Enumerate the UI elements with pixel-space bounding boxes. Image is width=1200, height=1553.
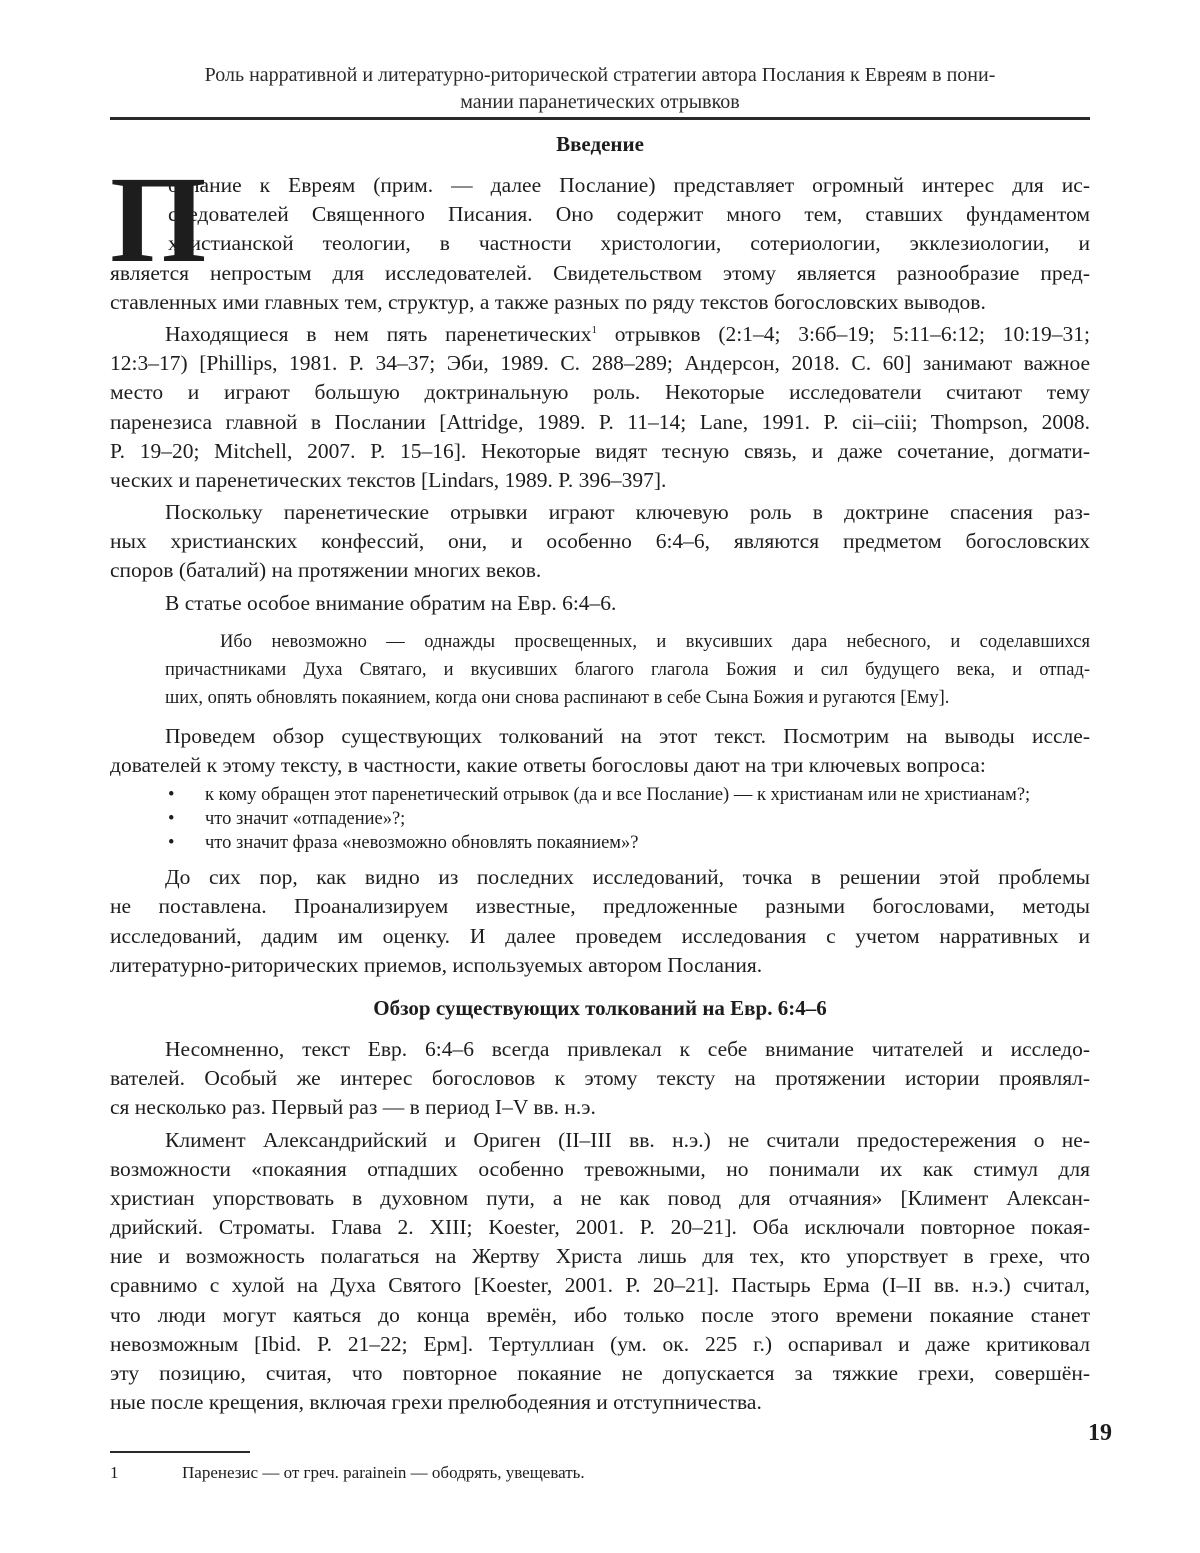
bullet-list (110, 783, 1090, 855)
block-quote (165, 628, 1090, 712)
footnote-rule (110, 1451, 250, 1453)
text-span: Находящиеся в нем пять паренетических (165, 322, 592, 346)
paragraph (110, 320, 1090, 495)
text-line: паренезиса главной в Послании [Attridge, 1989. P. 11–14; Lane, 1991. P. cii–ciii; Thompson, 2008. (110, 408, 1090, 437)
footnote-text: Паренезис — от греч. parainein — ободрять, увещевать. (182, 1463, 585, 1482)
text-line: причастниками Духа Святаго, и вкусивших благого глагола Божия и сил будущего века, и отпад- (165, 656, 1090, 684)
list-item (110, 807, 1090, 831)
list-item-text: что значит фраза «невозможно обновлять покаянием»? (205, 833, 638, 853)
list-item (110, 783, 1090, 807)
text-line: споров (баталий) на протяжении многих веков. (110, 556, 1090, 585)
text-line: В статье особое внимание обратим на Евр. 6:4–6. (110, 589, 1090, 618)
text-line: исследований, дадим им оценку. И далее проведем исследования с учетом нарративных и (110, 922, 1090, 951)
paragraph (110, 722, 1090, 780)
bullet-icon: • (168, 831, 174, 855)
text-line: дователей к этому тексту, в частности, какие ответы богословы дают на три ключевых вопроса: (110, 751, 1090, 780)
text-line: Поскольку паренетические отрывки играют ключевую роль в доктрине спасения раз- (110, 498, 1090, 527)
text-line: ослание к Евреям (прим. — далее Послание) представляет огромный интерес для ис- (110, 171, 1090, 200)
text-line: ные после крещения, включая грехи прелюбодеяния и отступничества. (110, 1388, 1090, 1417)
text-line: ставленных ими главных тем, структур, а также разных по ряду текстов богословских выводов. (110, 288, 1090, 317)
text-line: что люди могут каяться до конца времён, ибо только после этого времени покаяние станет (110, 1301, 1090, 1330)
text-line: христиан упорствовать в духовном пути, а не как повод для отчаяния» [Климент Алексан- (110, 1184, 1090, 1213)
list-item-text: к кому обращен этот паренетический отрывок (да и все Послание) — к христианам или не христианам?; (205, 785, 1030, 805)
drop-cap: П (110, 165, 206, 275)
running-header-line: мании паранетических отрывков (110, 89, 1090, 116)
section-heading-intro: Введение (110, 130, 1090, 159)
bullet-icon: • (168, 807, 174, 831)
paragraph (110, 589, 1090, 618)
text-line: возможности «покаяния отпадших особенно тревожными, но понимали их как стимул для (110, 1155, 1090, 1184)
list-item-text: что значит «отпадение»?; (205, 809, 405, 829)
text-line: ние и возможность полагаться на Жертву Христа лишь для тех, кто упорствует в грехе, что (110, 1242, 1090, 1271)
text-line: невозможным [Ibid. P. 21–22; Ерм]. Тертуллиан (ум. ок. 225 г.) оспаривал и даже критиковал (110, 1330, 1090, 1359)
text-line: дрийский. Строматы. Глава 2. XIII; Koester, 2001. P. 20–21]. Оба исключали повторное покая- (110, 1213, 1090, 1242)
text-line (110, 320, 1090, 349)
paragraph (110, 1126, 1090, 1418)
text-line: является непростым для исследователей. Свидетельством этому является разнообразие пред- (110, 259, 1090, 288)
text-line: эту позицию, считая, что повторное покаяние не допускается за тяжкие грехи, совершён- (110, 1359, 1090, 1388)
text-span: отрывков (2:1–4; 3:6б–19; 5:11–6:12; 10:19–31; (597, 322, 1090, 346)
running-header-line: Роль нарративной и литературно-риторической стратегии автора Послания к Евреям в пони- (110, 62, 1090, 89)
paragraph (110, 1035, 1090, 1123)
text-line: литературно-риторических приемов, используемых автором Послания. (110, 951, 1090, 980)
footnote (110, 1463, 585, 1483)
text-line: ших, опять обновлять покаянием, когда они снова распинают в себе Сына Божия и ругаются [Ему]. (165, 684, 1090, 712)
running-header (110, 62, 1090, 116)
bullet-icon: • (168, 783, 174, 807)
footnote-ref[interactable]: 1 (592, 324, 598, 336)
list-item (110, 831, 1090, 855)
text-line: ческих и паренетических текстов [Lindars, 1989. P. 396–397]. (110, 466, 1090, 495)
text-line: не поставлена. Проанализируем известные, предложенные разными богословами, методы (110, 892, 1090, 921)
page-number: 19 (1088, 1420, 1112, 1447)
paragraph (110, 498, 1090, 586)
text-line: Несомненно, текст Евр. 6:4–6 всегда привлекал к себе внимание читателей и исследо- (110, 1035, 1090, 1064)
text-line: До сих пор, как видно из последних исследований, точка в решении этой проблемы (110, 863, 1090, 892)
text-line: ся несколько раз. Первый раз — в период I–V вв. н.э. (110, 1093, 1090, 1122)
header-rule (110, 117, 1090, 120)
text-line: P. 19–20; Mitchell, 2007. P. 15–16]. Некоторые видят тесную связь, и даже сочетание, догмати- (110, 437, 1090, 466)
text-line: вателей. Особый же интерес богословов к этому тексту на протяжении истории проявлял- (110, 1064, 1090, 1093)
text-line: следователей Священного Писания. Оно содержит много тем, ставших фундаментом (110, 200, 1090, 229)
text-line: место и играют большую доктринальную роль. Некоторые исследователи считают тему (110, 378, 1090, 407)
text-line: Ибо невозможно — однажды просвещенных, и вкусивших дара небесного, и соделавшихся (165, 628, 1090, 656)
text-line: сравнимо с хулой на Духа Святого [Koester, 2001. P. 20–21]. Пастырь Ерма (I–II вв. н.э.) считал, (110, 1271, 1090, 1300)
text-line: ных христианских конфессий, они, и особенно 6:4–6, являются предметом богословских (110, 527, 1090, 556)
text-line: христианской теологии, в частности христологии, сотериологии, экклезиологии, и (110, 229, 1090, 258)
body-column (110, 130, 1090, 1420)
paragraph (110, 171, 1090, 317)
text-line: 12:3–17) [Phillips, 1981. P. 34–37; Эби, 1989. С. 288–289; Андерсон, 2018. С. 60] занимают важное (110, 349, 1090, 378)
section-heading-review: Обзор существующих толкований на Евр. 6:4–6 (110, 994, 1090, 1023)
footnote-number: 1 (110, 1463, 182, 1483)
text-line: Климент Александрийский и Ориген (II–III вв. н.э.) не считали предостережения о не- (110, 1126, 1090, 1155)
paragraph (110, 863, 1090, 980)
text-line: Проведем обзор существующих толкований на этот текст. Посмотрим на выводы иссле- (110, 722, 1090, 751)
